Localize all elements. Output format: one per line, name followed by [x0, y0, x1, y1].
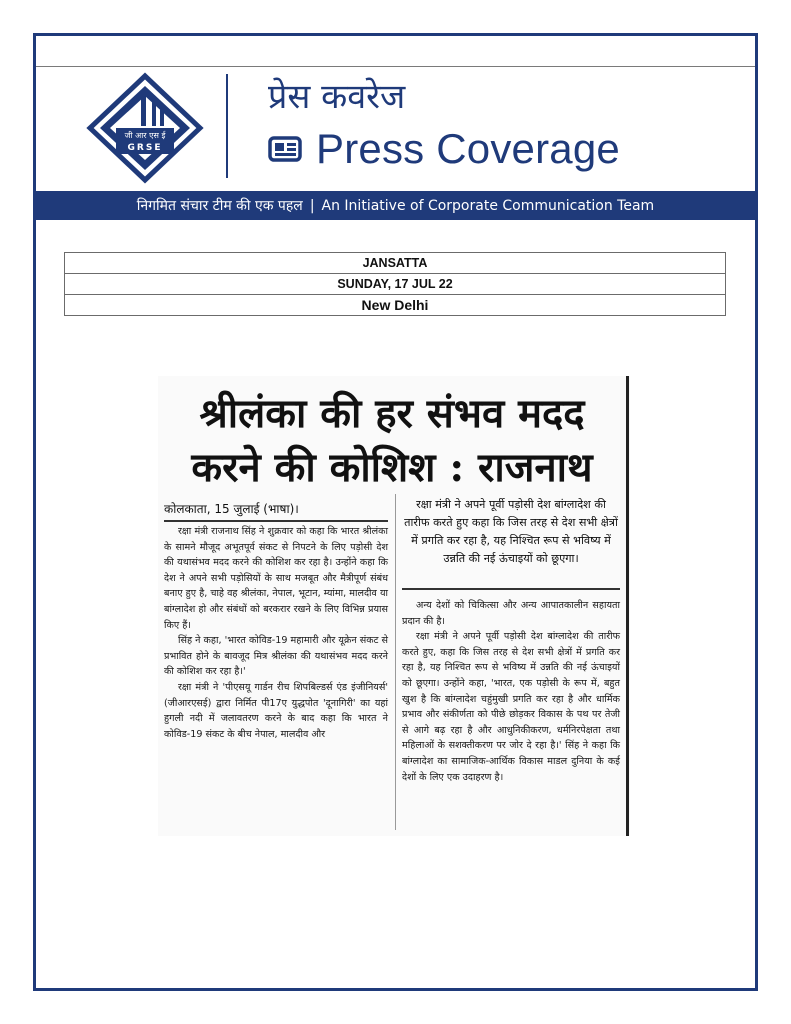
newspaper-icon: [268, 136, 302, 162]
tagline-separator: |: [309, 197, 315, 214]
paragraph: अन्य देशों को चिकित्सा और अन्य आपातकालीन सहायता प्रदान की है।: [402, 600, 620, 627]
press-coverage-row: [268, 124, 620, 174]
tagline-hindi: निगमित संचार टीम की एक पहल: [136, 198, 303, 214]
grse-logo-icon: [86, 72, 204, 184]
dateline: कोलकाता, 15 जुलाई (भाषा)।: [164, 502, 299, 516]
newspaper-clipping: [158, 376, 630, 836]
dateline-rule: [164, 520, 388, 522]
press-coverage-title: Press Coverage: [316, 125, 620, 172]
publication-date: SUNDAY, 17 JUL 22: [65, 274, 726, 295]
headline-line2: करने की कोशिश : राजनाथ: [191, 444, 593, 491]
publication-name: JANSATTA: [65, 253, 726, 274]
clipping-right-border: [626, 376, 629, 836]
publication-info-table: [64, 252, 726, 316]
logo-hindi-text: जी आर एस ई: [124, 131, 166, 140]
tagline-band: [36, 191, 755, 220]
paragraph: रक्षा मंत्री ने अपने पूर्वी पड़ोसी देश बांग्लादेश की तारीफ करते हुए, कहा कि जिस तरह से देश सभी क्षेत्रों में प्रगति कर रहा है, यह निश्चित रूप से भविष्य में उन्नति की नई ऊंचाइयों को छूएगा। उन्होंने कहा, 'भारत, एक पड़ोसी के रूप में, बहुत खुश है कि बांग्लादेश चहुंमुखी प्रगति कर रहा है और धार्मिक प्रभाव और संकीर्णता को पीछे छोड़कर विकास के पथ पर तेजी से आगे बढ़ रहा है और आधुनिकीकरण, धर्मनिरपेक्षता तथा महिलाओं के सशक्तीकरण पर जोर दे रहा है।' सिंह ने कहा कि बांग्लादेश का सामाजिक-आर्थिक विकास माडल दुनिया के कई देशों के लिए एक उदाहरण है।: [402, 631, 620, 783]
header-separator: [226, 74, 228, 178]
pull-quote: रक्षा मंत्री ने अपने पूर्वी पड़ोसी देश बांग्लादेश की तारीफ करते हुए कहा कि जिस तरह से देश सभी क्षेत्रों में प्रगति कर रहा है, यह निश्चित रूप से भविष्य में उन्नति की नई ऊंचाइयों को छूएगा।: [404, 498, 618, 565]
paragraph: रक्षा मंत्री राजनाथ सिंह ने शुक्रवार को कहा कि भारत श्रीलंका के सामने मौजूद अभूतपूर्व संकट से निपटने के लिए पड़ोसी देश की यथासंभव मदद करने की कोशिश कर रहा है। उन्होंने कहा कि देश ने अपने सभी पड़ोसियों के साथ मजबूत और मैत्रीपूर्ण संबंध बनाए हुए है, चाहे वह श्रीलंका, नेपाल, भूटान, म्यांमा, मालदीव या बांग्लादेश हो और संबंधों को बरकरार रखने के लिए विभिन्न प्रयास किए हैं।: [164, 526, 388, 631]
column-divider: [395, 494, 396, 830]
publication-city: New Delhi: [65, 295, 726, 316]
pull-quote-rule: [402, 588, 620, 590]
tagline-english: An Initiative of Corporate Communication Team: [321, 197, 655, 214]
headline-line1: श्रीलंका की हर संभव मदद: [199, 390, 585, 437]
paragraph: रक्षा मंत्री ने 'पीएसयू गार्डन रीच शिपबिल्डर्स एंड इंजीनियर्स' (जीआरएसई) द्वारा निर्मित पी17ए युद्धपोत 'दूनागिरी' का यहां हुगली नदी में जलावतरण करने के बाद कहा कि भारत ने कोविड-19 संकट के बीच नेपाल, मालदीव और: [164, 681, 388, 740]
logo-text: GRSE: [127, 143, 163, 153]
right-column: [402, 598, 620, 785]
paragraph: सिंह ने कहा, 'भारत कोविड-19 महामारी और यूक्रेन संकट से प्रभावित होने के बावजूद मित्र श्रीलंका की यथासंभव मदद करने की कोशिश कर रहा है।': [164, 635, 388, 678]
hindi-title: प्रेस कवरेज: [268, 77, 406, 117]
left-column: [164, 524, 388, 742]
top-rule: [36, 66, 755, 67]
